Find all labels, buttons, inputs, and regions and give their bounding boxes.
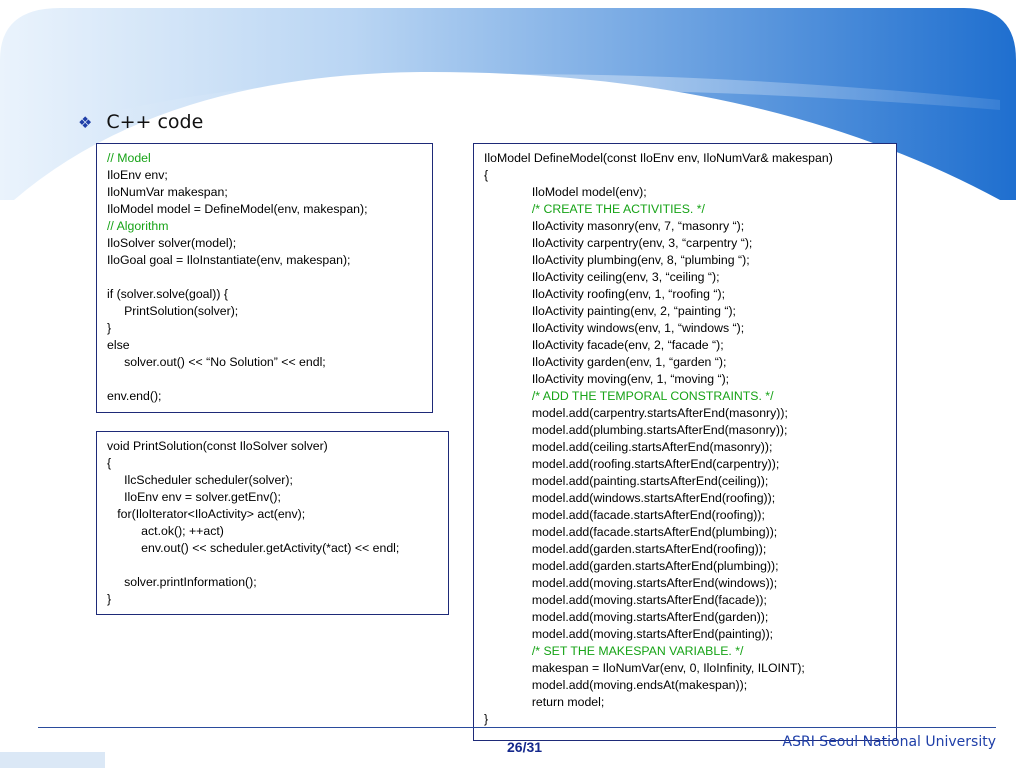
page-number: 26/31: [507, 739, 543, 755]
code-comment-line: /* ADD THE TEMPORAL CONSTRAINTS. */: [484, 389, 774, 403]
code-line: IloEnv env;: [107, 168, 168, 182]
code-line: {: [484, 168, 489, 182]
code-line: }: [107, 321, 112, 335]
code-line: }: [484, 712, 489, 726]
code-line: env.out() << scheduler.getActivity(*act) << endl;: [107, 541, 400, 555]
slide-title: [78, 108, 203, 136]
code-line: model.add(garden.startsAfterEnd(plumbing));: [484, 559, 779, 573]
code-line: [107, 371, 422, 388]
code-line: env.end();: [107, 389, 162, 403]
code-line: IloModel model = DefineModel(env, makespan);: [107, 202, 368, 216]
diamond-bullet-icon: ❖: [78, 112, 93, 132]
code-line: model.add(moving.startsAfterEnd(facade));: [484, 593, 767, 607]
code-comment-line: // Algorithm: [107, 219, 169, 233]
code-line: model.add(windows.startsAfterEnd(roofing));: [484, 491, 776, 505]
code-line: IloActivity ceiling(env, 3, “ceiling “);: [484, 270, 720, 284]
code-line: IloActivity garden(env, 1, “garden “);: [484, 355, 727, 369]
footer-strip: [0, 752, 105, 768]
code-line: model.add(ceiling.startsAfterEnd(masonry));: [484, 440, 773, 454]
code-line: [107, 557, 438, 574]
code-line: solver.out() << “No Solution” << endl;: [107, 355, 326, 369]
code-line: IloActivity windows(env, 1, “windows “);: [484, 321, 745, 335]
code-line: [107, 269, 422, 286]
code-line: IloModel model(env);: [484, 185, 647, 199]
code-line: IloModel DefineModel(const IloEnv env, IloNumVar& makespan): [484, 151, 833, 165]
code-line: model.add(roofing.startsAfterEnd(carpentry));: [484, 457, 780, 471]
code-line: }: [107, 592, 112, 606]
code-line: model.add(facade.startsAfterEnd(plumbing));: [484, 525, 778, 539]
code-line: model.add(facade.startsAfterEnd(roofing));: [484, 508, 765, 522]
code-line: IloEnv env = solver.getEnv();: [107, 490, 281, 504]
code-line: void PrintSolution(const IloSolver solver): [107, 439, 328, 453]
code-comment-line: // Model: [107, 151, 151, 165]
code-line: model.add(moving.startsAfterEnd(painting));: [484, 627, 774, 641]
footer-divider: [38, 727, 996, 728]
code-line: act.ok(); ++act): [107, 524, 224, 538]
code-line: makespan = IloNumVar(env, 0, IloInfinity, ILOINT);: [484, 661, 805, 675]
code-line: model.add(painting.startsAfterEnd(ceiling));: [484, 474, 769, 488]
code-line: model.add(plumbing.startsAfterEnd(masonry));: [484, 423, 788, 437]
code-line: model.add(moving.endsAt(makespan));: [484, 678, 748, 692]
code-line: IloActivity masonry(env, 7, “masonry “);: [484, 219, 745, 233]
code-line: IloNumVar makespan;: [107, 185, 228, 199]
code-line: model.add(moving.startsAfterEnd(garden));: [484, 610, 769, 624]
code-comment-line: /* CREATE THE ACTIVITIES. */: [484, 202, 705, 216]
code-line: IloActivity facade(env, 2, “facade “);: [484, 338, 724, 352]
code-line: for(IloIterator<IloActivity> act(env);: [107, 507, 306, 521]
code-line: {: [107, 456, 112, 470]
code-line: model.add(carpentry.startsAfterEnd(masonry));: [484, 406, 788, 420]
code-comment-line: /* SET THE MAKESPAN VARIABLE. */: [484, 644, 744, 658]
code-line: IloActivity moving(env, 1, “moving “);: [484, 372, 730, 386]
print-solution-code-box: [96, 431, 449, 615]
code-line: solver.printInformation();: [107, 575, 257, 589]
slide-title-text: C++ code: [106, 111, 204, 133]
code-line: IlcScheduler scheduler(solver);: [107, 473, 293, 487]
define-model-code-box: [473, 143, 897, 741]
organization-name: ASRI Seoul National University: [782, 734, 996, 750]
code-line: IloGoal goal = IloInstantiate(env, makespan);: [107, 253, 351, 267]
code-line: PrintSolution(solver);: [107, 304, 239, 318]
code-line: model.add(moving.startsAfterEnd(windows));: [484, 576, 778, 590]
code-line: return model;: [484, 695, 605, 709]
code-line: IloActivity painting(env, 2, “painting “);: [484, 304, 736, 318]
code-line: else: [107, 338, 130, 352]
code-line: model.add(garden.startsAfterEnd(roofing));: [484, 542, 767, 556]
main-code-box: [96, 143, 433, 413]
code-line: IloActivity plumbing(env, 8, “plumbing “);: [484, 253, 750, 267]
code-line: IloActivity carpentry(env, 3, “carpentry “);: [484, 236, 753, 250]
code-line: IloSolver solver(model);: [107, 236, 237, 250]
code-line: IloActivity roofing(env, 1, “roofing “);: [484, 287, 726, 301]
code-line: if (solver.solve(goal)) {: [107, 287, 228, 301]
